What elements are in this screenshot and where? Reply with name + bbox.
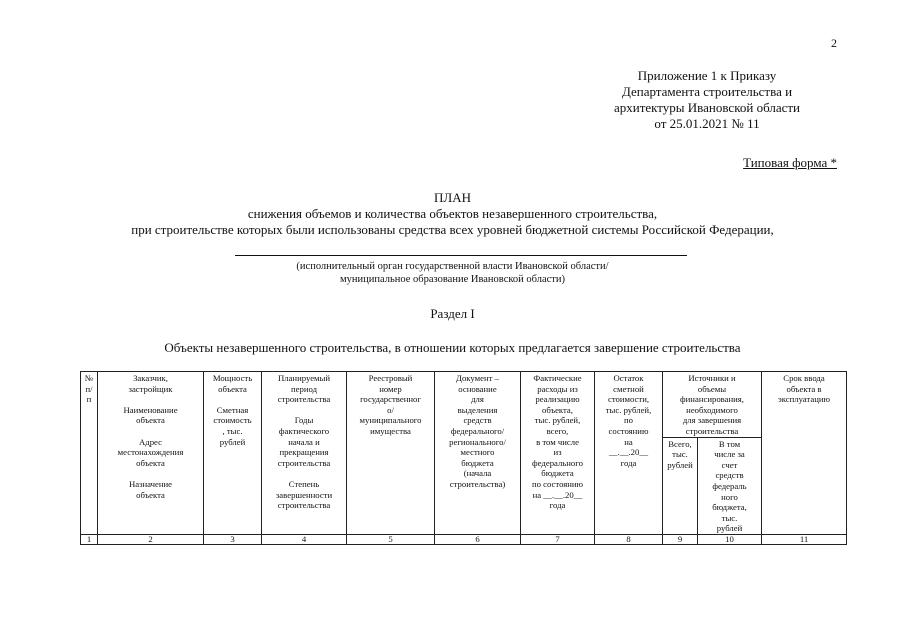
appendix-line: Департамента строительства и: [621, 84, 793, 99]
plan-title-line: при строительстве которых были использованы средства всех уровней бюджетной системы Российской Федерации,: [131, 222, 774, 237]
column-number: 8: [595, 534, 663, 544]
plan-title: [0, 190, 905, 238]
section-title: Раздел I: [430, 306, 475, 321]
header-col-federal: В том числе за счет средств федераль ного бюджета, тыс. рублей: [698, 437, 762, 534]
header-col-number: № п/ п: [81, 372, 98, 535]
column-number: 6: [435, 534, 521, 544]
objects-table: [80, 371, 847, 545]
appendix-line: от 25.01.2021 № 11: [654, 116, 760, 131]
column-number: 2: [98, 534, 204, 544]
header-col-capacity: Мощность объекта Сметная стоимость , тыс. рублей: [204, 372, 262, 535]
table-header-row: [81, 372, 847, 438]
header-col-actual-expenses: Фактические расходы из реализацию объекта, тыс. рублей, всего, в том числе из федерального бюджета по состоянию на __.__.20__ года: [521, 372, 595, 535]
header-col-registry: Реестровый номер государственног о/ муниципального имущества: [347, 372, 435, 535]
plan-title-line: снижения объемов и количества объектов незавершенного строительства,: [247, 206, 658, 221]
header-col-period: Планируемый период строительства Годы фактического начала и прекращения строительства Степень завершенности строительства: [262, 372, 347, 535]
objects-table-title: Объекты незавершенного строительства, в отношении которых предлагается завершение строительства: [164, 340, 741, 355]
appendix-reference: [577, 68, 837, 132]
column-number: 5: [347, 534, 435, 544]
authority-line: муниципальное образование Ивановской области): [339, 274, 566, 285]
header-col-commissioning: Срок ввода объекта в эксплуатацию: [762, 372, 847, 535]
column-number: 7: [521, 534, 595, 544]
appendix-line: архитектуры Ивановской области: [613, 100, 801, 115]
plan-title-heading: ПЛАН: [434, 190, 471, 205]
header-col-funding-sources: Источники и объемы финансирования, необходимого для завершения строительства: [663, 372, 762, 438]
header-col-customer: Заказчик, застройщик Наименование объекта Адрес местонахождения объекта Назначение объекта: [98, 372, 204, 535]
column-number: 10: [698, 534, 762, 544]
column-number: 11: [762, 534, 847, 544]
authority-line: (исполнительный орган государственной власти Ивановской области/: [296, 261, 609, 272]
appendix-line: Приложение 1 к Приказу: [637, 68, 777, 83]
column-number: 4: [262, 534, 347, 544]
column-number: 9: [663, 534, 698, 544]
header-col-total: Всего, тыс. рублей: [663, 437, 698, 534]
column-number: 1: [81, 534, 98, 544]
column-number: 3: [204, 534, 262, 544]
header-col-remaining-cost: Остаток сметной стоимости, тыс. рублей, по состоянию на __.__.20__ года: [595, 372, 663, 535]
fill-in-line: [235, 255, 687, 256]
header-col-document: Документ – основание для выделения средств федерального/ регионального/ местного бюджета (начала строительства): [435, 372, 521, 535]
column-number-row: [81, 534, 847, 544]
page-number: 2: [831, 36, 837, 50]
authority-caption: [0, 260, 905, 286]
form-type-label: Типовая форма *: [743, 155, 837, 170]
